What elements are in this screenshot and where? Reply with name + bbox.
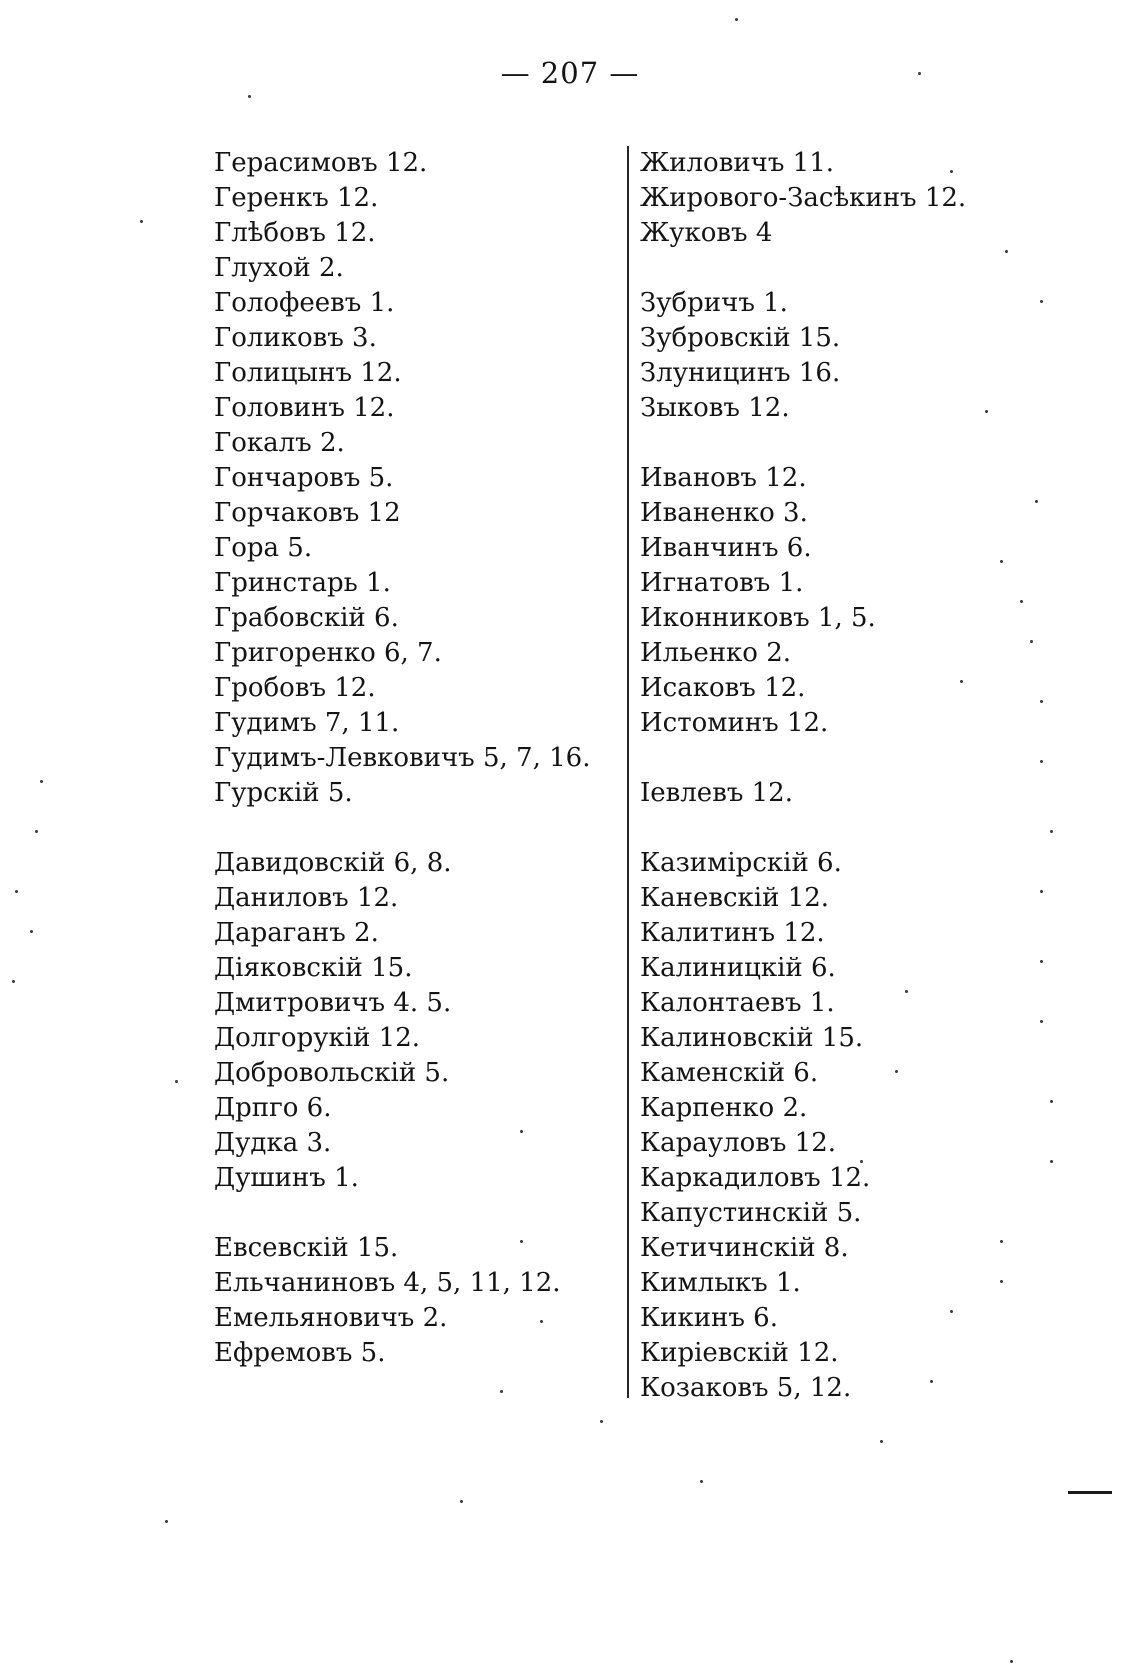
index-entry: Головинъ 12.: [214, 393, 395, 423]
index-entry: Гудимъ 7, 11.: [214, 708, 400, 738]
index-entry: Глѣбовъ 12.: [214, 218, 376, 248]
print-speck: [1000, 1240, 1003, 1243]
section-gap: [640, 426, 1040, 461]
index-entry: Злуницинъ 16.: [640, 358, 841, 388]
index-entry: Іевлевъ 12.: [640, 778, 793, 808]
print-speck: [30, 930, 33, 933]
index-entry: Истоминъ 12.: [640, 708, 829, 738]
print-speck: [1040, 300, 1043, 303]
index-entry: Голицынъ 12.: [214, 358, 402, 388]
index-entry: Гора 5.: [214, 533, 313, 563]
index-entry: Гокалъ 2.: [214, 428, 345, 458]
index-entry: Калитинъ 12.: [640, 918, 825, 948]
print-speck: [1040, 700, 1043, 703]
index-entry: Калонтаевъ 1.: [640, 988, 835, 1018]
print-speck: [460, 1500, 463, 1503]
print-speck: [1040, 890, 1043, 893]
section-gap: [640, 251, 1040, 286]
page-number: — 207 —: [500, 56, 640, 90]
print-speck: [1050, 830, 1053, 833]
index-entry: Голофеевъ 1.: [214, 288, 395, 318]
index-entry: Гробовъ 12.: [214, 673, 376, 703]
print-speck: [1030, 640, 1033, 643]
index-entry: Каменскій 6.: [640, 1058, 819, 1088]
print-speck: [735, 18, 738, 21]
index-entry: Иконниковъ 1, 5.: [640, 603, 876, 633]
print-speck: [40, 780, 43, 783]
section-gap: [214, 1196, 614, 1231]
print-speck: [1000, 1280, 1003, 1283]
index-entry: Карпенко 2.: [640, 1093, 808, 1123]
index-entry: Игнатовъ 1.: [640, 568, 804, 598]
index-entry: Долгорукій 12.: [214, 1023, 421, 1053]
index-entry: Каркадиловъ 12.: [640, 1163, 871, 1193]
index-entry: Зыковъ 12.: [640, 393, 790, 423]
index-entry: Жирового-Засѣкинъ 12.: [640, 183, 967, 213]
print-speck: [1050, 1160, 1053, 1163]
print-speck: [1005, 250, 1008, 253]
index-entry: Зубричъ 1.: [640, 288, 788, 318]
print-speck: [140, 220, 143, 223]
index-entry: Ильенко 2.: [640, 638, 792, 668]
print-speck: [520, 1130, 523, 1133]
index-entry: Исаковъ 12.: [640, 673, 806, 703]
name-index-left-column: [214, 146, 614, 1371]
index-entry: Ивановъ 12.: [640, 463, 807, 493]
section-gap: [640, 741, 1040, 776]
print-speck: [15, 890, 18, 893]
index-entry: Дмитровичъ 4. 5.: [214, 988, 452, 1018]
print-speck: [35, 830, 38, 833]
print-speck: [700, 1480, 703, 1483]
print-speck: [1040, 960, 1043, 963]
print-speck: [880, 1440, 883, 1443]
index-entry: Добровольскій 5.: [214, 1058, 450, 1088]
print-speck: [520, 1240, 523, 1243]
print-speck: [930, 1380, 933, 1383]
print-speck: [950, 1310, 953, 1313]
index-entry: Горчаковъ 12: [214, 498, 401, 528]
index-entry: Иванчинъ 6.: [640, 533, 812, 563]
print-speck: [175, 1080, 178, 1083]
index-entry: Душинъ 1.: [214, 1163, 359, 1193]
index-entry: Кимлыкъ 1.: [640, 1268, 801, 1298]
margin-dash-mark: [1068, 1491, 1112, 1494]
index-entry: Грабовскій 6.: [214, 603, 399, 633]
index-entry: Ефремовъ 5.: [214, 1338, 386, 1368]
index-entry: Діяковскій 15.: [214, 953, 413, 983]
column-divider: [627, 146, 629, 1398]
index-entry: Герасимовъ 12.: [214, 148, 428, 178]
name-index-right-column: [640, 146, 1040, 1406]
index-entry: Давидовскій 6, 8.: [214, 848, 452, 878]
print-speck: [1050, 1100, 1053, 1103]
print-speck: [1000, 560, 1003, 563]
index-entry: Иваненко 3.: [640, 498, 808, 528]
print-speck: [1020, 600, 1023, 603]
index-entry: Казимірскій 6.: [640, 848, 842, 878]
index-entry: Капустинскій 5.: [640, 1198, 862, 1228]
index-entry: Карауловъ 12.: [640, 1128, 837, 1158]
index-entry: Кикинъ 6.: [640, 1303, 778, 1333]
print-speck: [12, 980, 15, 983]
print-speck: [540, 1320, 543, 1323]
print-speck: [1040, 760, 1043, 763]
index-entry: Жуковъ 4: [640, 218, 773, 248]
index-entry: Геренкъ 12.: [214, 183, 379, 213]
index-entry: Дрпго 6.: [214, 1093, 332, 1123]
index-entry: Жиловичъ 11.: [640, 148, 835, 178]
index-entry: Калиницкій 6.: [640, 953, 836, 983]
print-speck: [985, 410, 988, 413]
index-entry: Гончаровъ 5.: [214, 463, 394, 493]
print-speck: [1040, 1020, 1043, 1023]
index-entry: Калиновскій 15.: [640, 1023, 864, 1053]
index-entry: Емельяновичъ 2.: [214, 1303, 448, 1333]
index-entry: Ельчаниновъ 4, 5, 11, 12.: [214, 1268, 561, 1298]
print-speck: [895, 1070, 898, 1073]
print-speck: [500, 1390, 503, 1393]
index-entry: Даниловъ 12.: [214, 883, 399, 913]
index-entry: Дараганъ 2.: [214, 918, 379, 948]
print-speck: [950, 170, 953, 173]
index-entry: Каневскій 12.: [640, 883, 830, 913]
print-speck: [860, 1160, 863, 1163]
index-entry: Киріевскій 12.: [640, 1338, 839, 1368]
print-speck: [960, 680, 963, 683]
print-speck: [1035, 500, 1038, 503]
print-speck: [905, 990, 908, 993]
index-entry: Кетичинскій 8.: [640, 1233, 849, 1263]
index-entry: Глухой 2.: [214, 253, 344, 283]
index-entry: Козаковъ 5, 12.: [640, 1373, 852, 1403]
index-entry: Дудка 3.: [214, 1128, 332, 1158]
print-speck: [1010, 1660, 1013, 1663]
print-speck: [600, 1420, 603, 1423]
print-speck: [248, 95, 251, 98]
index-entry: Гурскій 5.: [214, 778, 353, 808]
index-entry: Голиковъ 3.: [214, 323, 377, 353]
section-gap: [640, 811, 1040, 846]
print-speck: [918, 72, 921, 75]
print-speck: [165, 1520, 168, 1523]
section-gap: [214, 811, 614, 846]
index-entry: Гудимъ-Левковичъ 5, 7, 16.: [214, 743, 591, 773]
index-entry: Гринстарь 1.: [214, 568, 391, 598]
index-entry: Григоренко 6, 7.: [214, 638, 442, 668]
index-entry: Евсевскій 15.: [214, 1233, 399, 1263]
index-entry: Зубровскій 15.: [640, 323, 841, 353]
